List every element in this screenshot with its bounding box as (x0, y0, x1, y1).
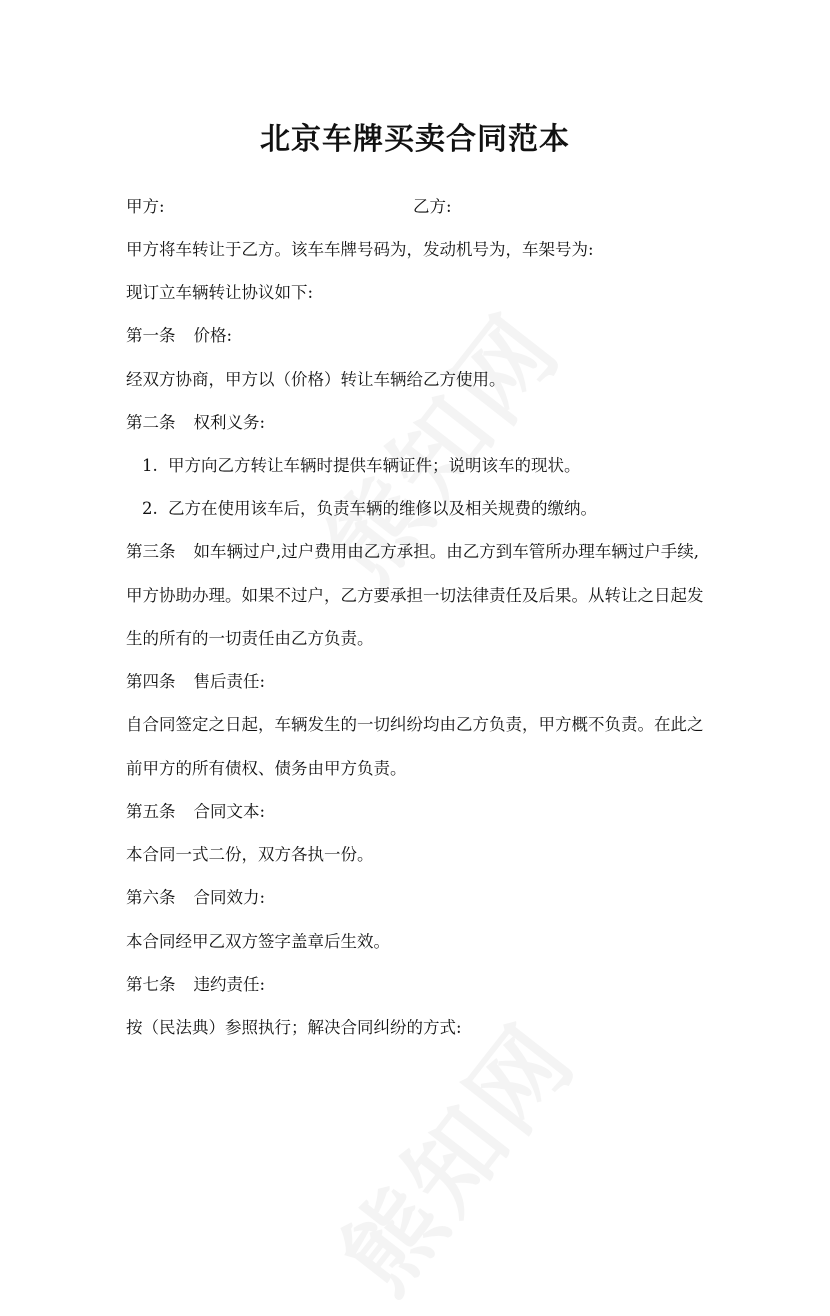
article-2-heading (126, 412, 265, 434)
article-5-heading (126, 801, 265, 823)
article-title: 权利义务: (193, 413, 266, 432)
article-number: 第五条 (126, 802, 176, 821)
article-number: 第六条 (126, 888, 176, 907)
preface-paragraph: 现订立车辆转让协议如下: (126, 283, 314, 302)
list-item (142, 498, 597, 520)
article-5-body: 本合同一式二份，双方各执一份。 (126, 845, 374, 864)
intro-paragraph: 甲方将车转让于乙方。该车车牌号码为，发动机号为，车架号为: (126, 240, 594, 259)
article-number: 第二条 (126, 413, 176, 432)
list-item-number: 1. (142, 456, 158, 475)
article-title: 价格: (193, 326, 233, 345)
article-title: 违约责任: (193, 975, 266, 994)
article-number: 第七条 (126, 975, 176, 994)
article-3-paragraph (126, 541, 699, 563)
article-4-line: 自合同签定之日起，车辆发生的一切纠纷均由乙方负责，甲方概不负责。在此之 (126, 715, 704, 734)
document-title: 北京车牌买卖合同范本 (260, 122, 570, 157)
watermark (305, 991, 601, 1316)
list-item-text: 乙方在使用该车后，负责车辆的维修以及相关规费的缴纳。 (168, 499, 597, 518)
article-3-line: 甲方协助办理。如果不过户，乙方要承担一切法律责任及后果。从转让之日起发 (126, 586, 704, 605)
article-title: 合同效力: (193, 888, 266, 907)
article-6-heading (126, 887, 265, 909)
article-7-body: 按（民法典）参照执行；解决合同纠纷的方式: (126, 1018, 462, 1037)
article-title: 合同文本: (193, 802, 266, 821)
party-a-label: 甲方: (126, 197, 165, 216)
article-number: 第三条 (126, 542, 176, 561)
list-item-text: 甲方向乙方转让车辆时提供车辆证件；说明该车的现状。 (168, 456, 581, 475)
article-text: 如车辆过户,过户费用由乙方承担。由乙方到车管所办理车辆过户手续, (193, 542, 699, 561)
article-4-heading (126, 671, 265, 693)
article-4-line: 前甲方的所有债权、债务由甲方负责。 (126, 759, 407, 778)
list-item (142, 455, 581, 477)
article-title: 售后责任: (193, 672, 266, 691)
article-1-heading (126, 325, 232, 347)
article-3-line: 生的所有的一切责任由乙方负责。 (126, 629, 374, 648)
list-item-number: 2. (142, 499, 158, 518)
article-6-body: 本合同经甲乙双方签字盖章后生效。 (126, 932, 390, 951)
article-number: 第一条 (126, 326, 176, 345)
party-b-label: 乙方: (413, 197, 452, 216)
article-7-heading (126, 974, 265, 996)
article-1-body: 经双方协商，甲方以（价格）转让车辆给乙方使用。 (126, 370, 506, 389)
article-number: 第四条 (126, 672, 176, 691)
